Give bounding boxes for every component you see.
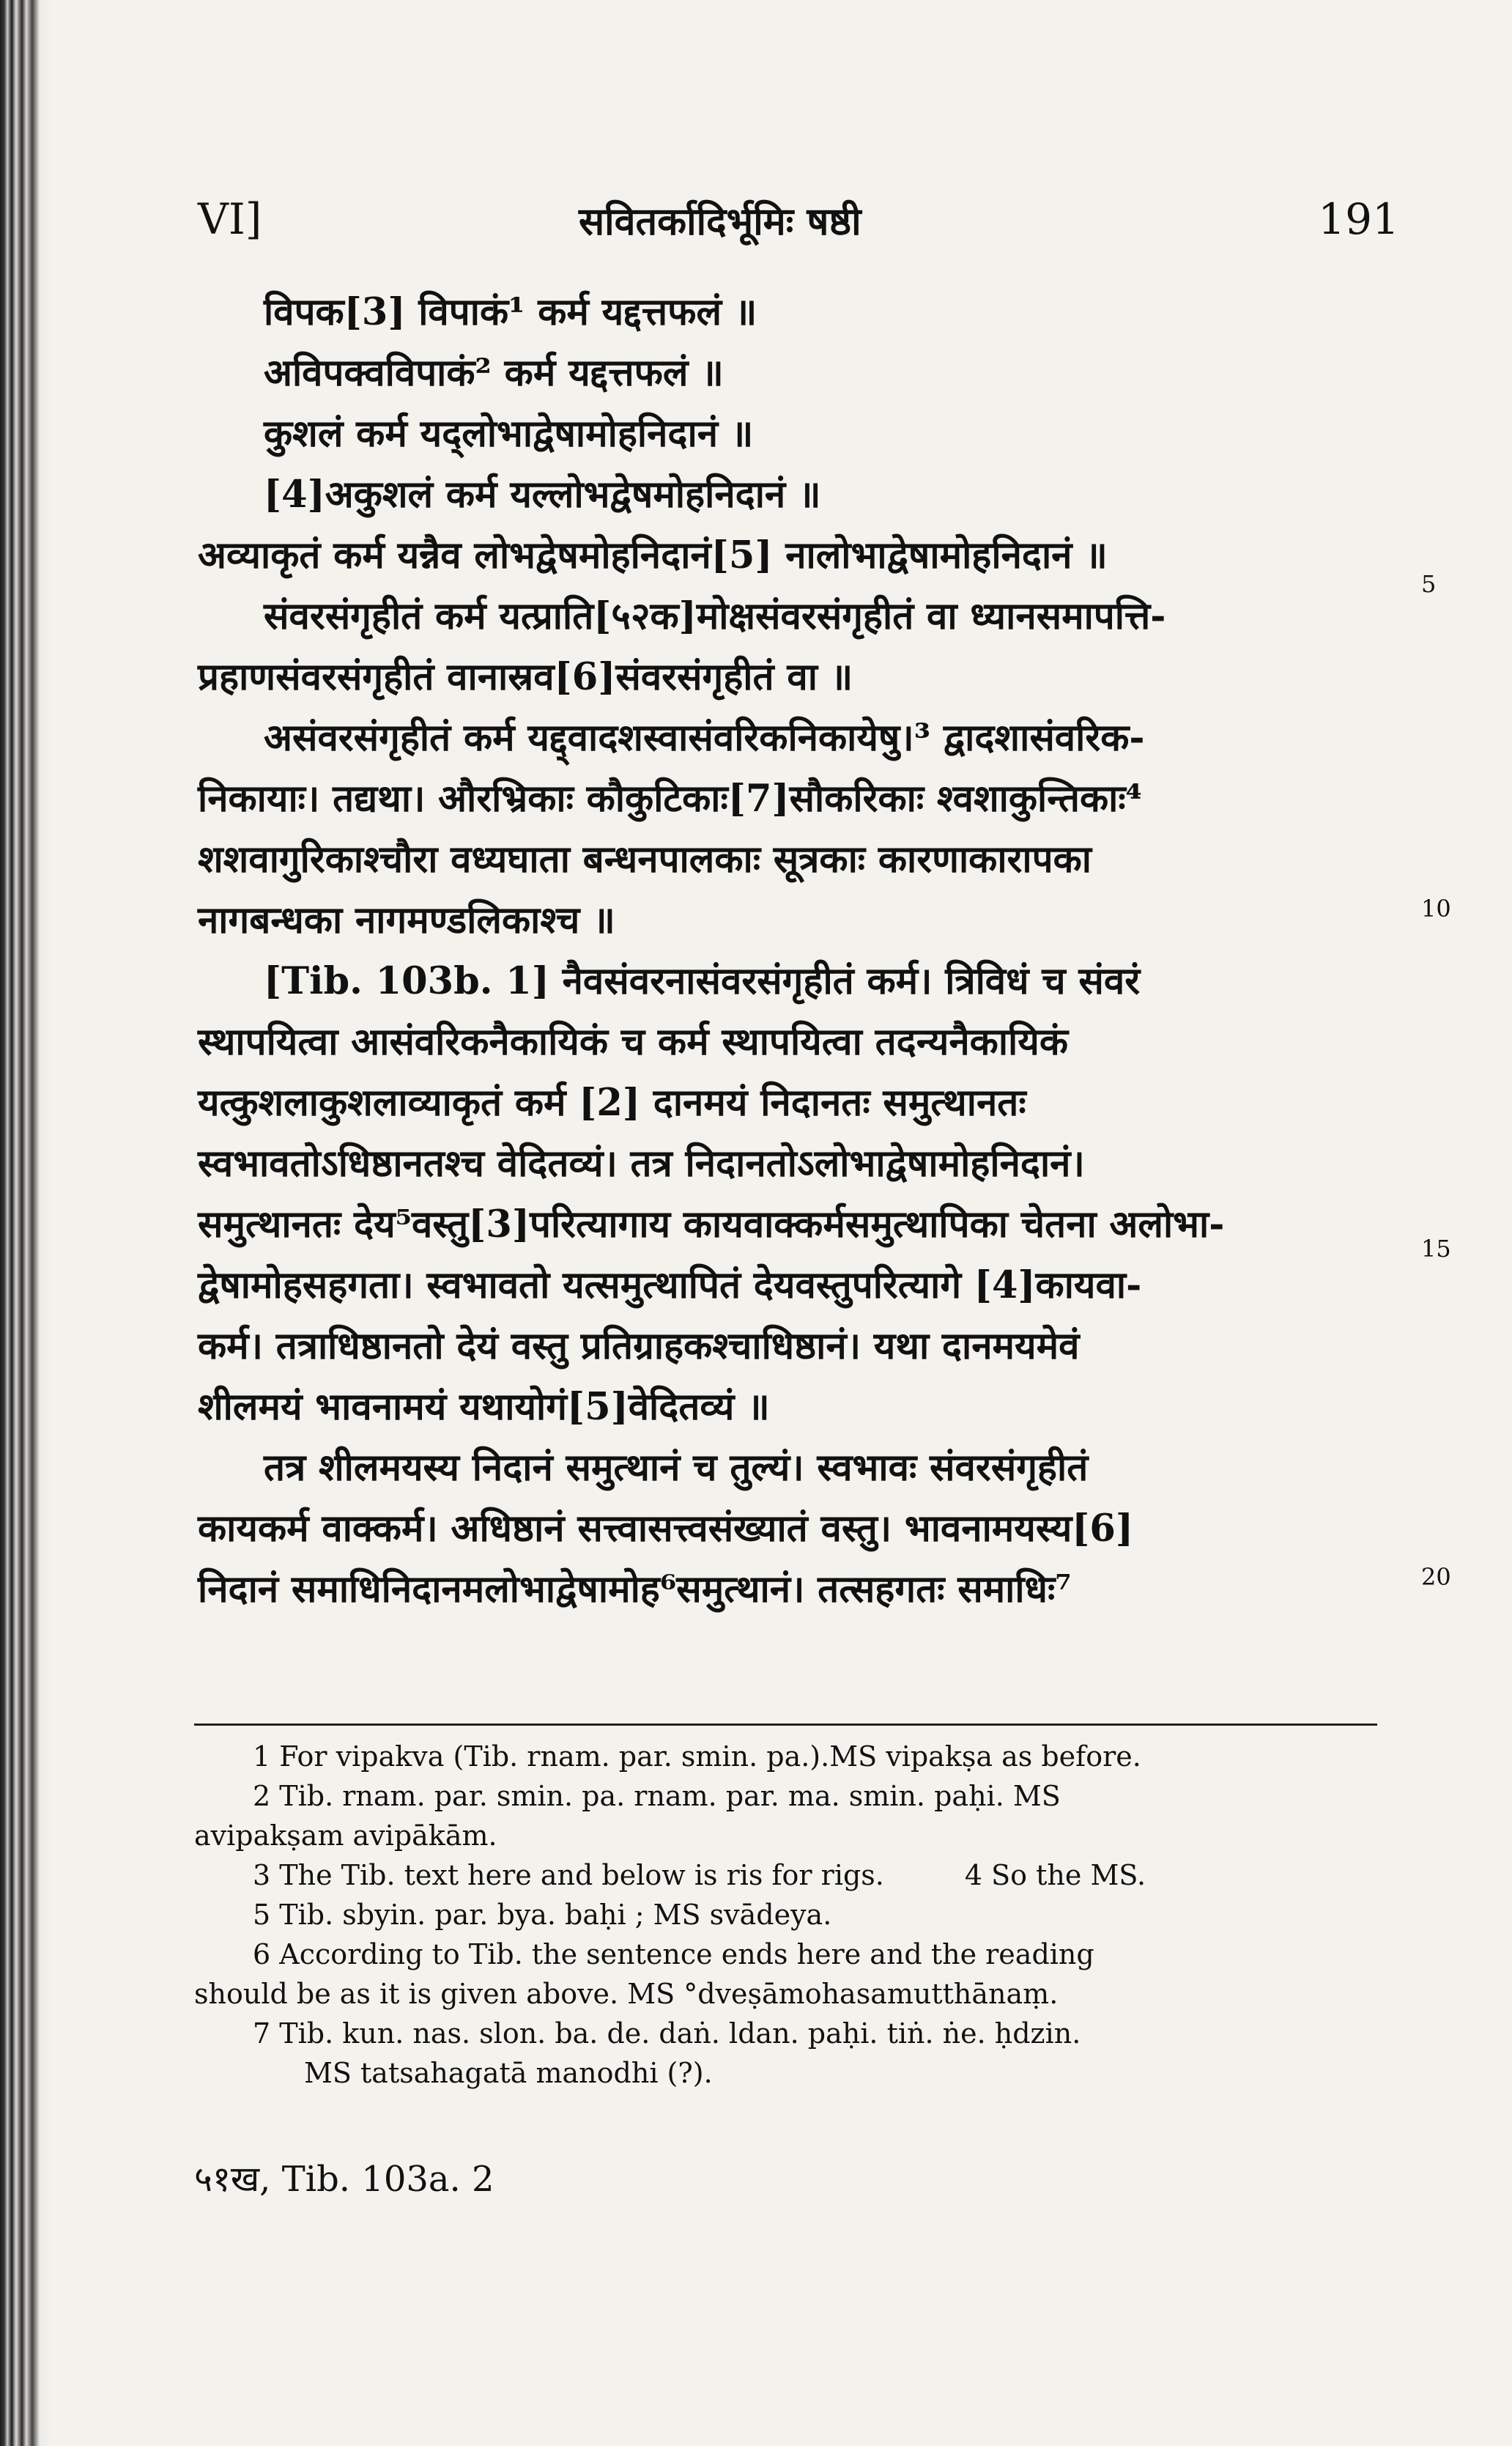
text-line: [Tib. 103b. 1] नैवसंवरनासंवरसंगृहीतं कर्म। त्रिविधं च संवरं — [264, 959, 1141, 1003]
running-header — [198, 194, 1399, 260]
line-number: 10 — [1421, 895, 1451, 923]
main-text — [198, 282, 1370, 1620]
footnote-2: 2 Tib. rnam. par. smin. pa. rnam. par. ma. smin. paḥi. MS — [253, 1780, 1061, 1812]
line-number: 5 — [1421, 570, 1437, 598]
text-line: अव्याकृतं कर्म यन्नैव लोभद्वेषमोहनिदानं[5] नालोभाद्वेषामोहनिदानं ॥ — [198, 533, 1108, 577]
text-line: संवरसंगृहीतं कर्म यत्प्राति[५२क]मोक्षसंवरसंगृहीतं वा ध्यानसमापत्ति- — [264, 594, 1166, 638]
text-line: शीलमयं भावनामयं यथायोगं[5]वेदितव्यं ॥ — [198, 1385, 770, 1429]
page-signature: ५१ख, Tib. 103a. 2 — [194, 2159, 494, 2200]
text-line: कायकर्म वाक्कर्म। अधिष्ठानं सत्त्वासत्त्वसंख्यातं वस्तु। भावनामयस्य[6] — [198, 1507, 1134, 1551]
text-line: नागबन्धका नागमण्डलिकाश्च ॥ — [198, 898, 615, 942]
footnote-3-4 — [194, 1855, 1374, 1895]
footnote-6-cont: should be as it is given above. MS °dveṣāmohasamutthānaṃ. — [194, 1978, 1059, 2010]
text-line: अविपक्वविपाकं² कर्म यद्दत्तफलं ॥ — [264, 351, 724, 395]
footnote-6: 6 According to Tib. the sentence ends here and the reading — [253, 1938, 1094, 1970]
chapter-marker: VI] — [198, 194, 262, 244]
text-line: असंवरसंगृहीतं कर्म यद्द्वादशस्वासंवरिकनिकायेषु।³ द्वादशासंवरिक- — [264, 716, 1145, 760]
text-line: शशवागुरिकाश्चौरा वध्यघाता बन्धनपालकाः सूत्रकाः कारणाकारापका — [198, 838, 1092, 882]
text-line: विपक[3] विपाकं¹ कर्म यद्दत्तफलं ॥ — [264, 290, 757, 334]
text-line: स्वभावतोऽधिष्ठानतश्च वेदितव्यं। तत्र निदानतोऽलोभाद्वेषामोहनिदानं। — [198, 1142, 1085, 1186]
footnotes — [194, 1737, 1374, 2093]
footnote-1: 1 For vipakva (Tib. rnam. par. smin. pa.).MS vipakṣa as before. — [253, 1740, 1141, 1773]
footnote-2-cont: avipakṣam avipākām. — [194, 1819, 497, 1852]
text-line: यत्कुशलाकुशलाव्याकृतं कर्म [2] दानमयं निदानतः समुत्थानतः — [198, 1081, 1026, 1125]
text-line: समुत्थानतः देय⁵वस्तु[3]परित्यागाय कायवाक्कर्मसमुत्थापिका चेतना अलोभा- — [198, 1202, 1225, 1246]
text-line: स्थापयित्वा आसंवरिकनैकायिकं च कर्म स्थापयित्वा तदन्यनैकायिकं — [198, 1020, 1068, 1064]
footnote-rule — [194, 1723, 1377, 1726]
page-number: 191 — [1318, 194, 1399, 244]
footnote-7: 7 Tib. kun. nas. slon. ba. de. daṅ. ldan. paḥi. tiṅ. ṅe. ḥdzin. — [253, 2017, 1081, 2050]
footnote-3: 3 The Tib. text here and below is ris for rigs. — [253, 1859, 884, 1891]
running-title: सवितर्कादिर्भूमिः षष्ठी — [579, 199, 861, 244]
footnote-4: 4 So the MS. — [964, 1859, 1146, 1891]
text-line: [4]अकुशलं कर्म यल्लोभद्वेषमोहनिदानं ॥ — [264, 473, 821, 517]
line-number: 15 — [1421, 1235, 1451, 1263]
text-line: निकायाः। तद्यथा। औरभ्रिकाः कौकुटिकाः[7]सौकरिकाः श्वशाकुन्तिकाः⁴ — [198, 777, 1143, 821]
text-line: प्रहाणसंवरसंगृहीतं वानास्रव[6]संवरसंगृहीतं वा ॥ — [198, 655, 853, 699]
book-binding-edge — [0, 0, 51, 2446]
text-line: द्वेषामोहसहगता। स्वभावतो यत्समुत्थापितं देयवस्तुपरित्यागे [4]कायवा- — [198, 1263, 1142, 1307]
line-number: 20 — [1421, 1563, 1451, 1591]
text-line: निदानं समाधिनिदानमलोभाद्वेषामोह⁶समुत्थानं। तत्सहगतः समाधिः⁷ — [198, 1567, 1072, 1611]
footnote-7-cont: MS tatsahagatā manodhi (?). — [304, 2057, 713, 2089]
text-line: कुशलं कर्म यद्लोभाद्वेषामोहनिदानं ॥ — [264, 412, 754, 456]
footnote-5: 5 Tib. sbyin. par. bya. baḥi ; MS svādeya. — [253, 1899, 832, 1931]
text-line: कर्म। तत्राधिष्ठानतो देयं वस्तु प्रतिग्राहकश्चाधिष्ठानं। यथा दानमयमेवं — [198, 1324, 1080, 1368]
text-line: तत्र शीलमयस्य निदानं समुत्थानं च तुल्यं। स्वभावः संवरसंगृहीतं — [264, 1446, 1089, 1490]
